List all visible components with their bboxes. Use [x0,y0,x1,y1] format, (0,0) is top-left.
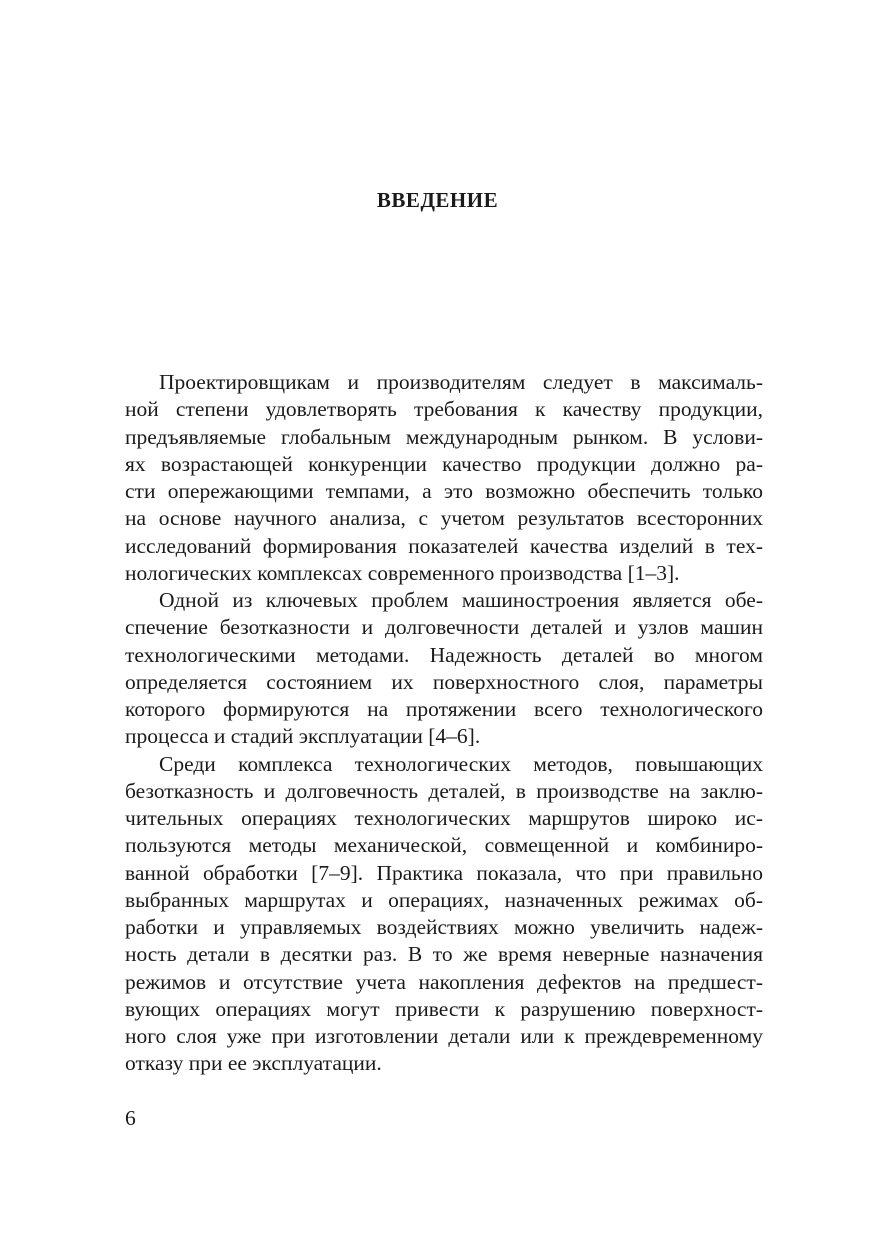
text-line: исследований формирования показателей качества изделий в тех- [125,533,763,558]
body-text [125,369,763,1078]
text-line: пользуются методы механической, совмещенной и комбиниро- [125,833,763,858]
text-line: ной степени удовлетворять требования к качеству продукции, [125,397,763,422]
text-line: чительных операциях технологических маршрутов широко ис- [125,806,763,830]
text-line: Среди комплекса технологических методов, повышающих [159,751,763,776]
text-line: определяется состоянием их поверхностного слоя, параметры [125,669,763,694]
text-line: вующих операциях могут привести к разрушению поверхност- [125,996,763,1021]
text-line: на основе научного анализа, с учетом результатов всесторонних [125,506,763,531]
text-line: процесса и стадий эксплуатации [4–6]. [125,724,481,749]
text-line: ях возрастающей конкуренции качество продукции должно ра- [125,451,763,476]
text-line: сти опережающими темпами, а это возможно обеспечить только [125,479,763,503]
text-line: нологических комплексах современного производства [1–3]. [125,560,680,585]
text-line: Проектировщикам и производителям следует в максималь- [159,370,763,394]
page-number: 6 [125,1106,136,1130]
paragraph-2 [125,587,763,751]
text-line: ванной обработки [7–9]. Практика показала, что при правильно [125,860,763,885]
paragraph-3 [125,751,763,1078]
text-line: которого формируются на протяжении всего технологического [125,697,763,721]
chapter-heading: ВВЕДЕНИЕ [376,188,499,212]
text-line: Одной из ключевых проблем машиностроения является обе- [159,588,763,612]
text-line: безотказность и долговечность деталей, в производстве на заклю- [125,778,763,803]
paragraph-1 [125,369,763,587]
text-line: спечение безотказности и долговечности деталей и узлов машин [125,615,763,640]
text-line: технологическими методами. Надежность деталей во многом [125,642,763,667]
text-line: отказу при ее эксплуатации. [125,1051,382,1076]
text-line: выбранных маршрутах и операциях, назначенных режимах об- [125,887,763,912]
text-line: ность детали в десятки раз. В то же время неверные назначения [125,942,763,967]
text-line: режимов и отсутствие учета накопления дефектов на предшест- [125,969,763,994]
text-line: предъявляемые глобальным международным рынком. В услови- [125,424,763,449]
text-line: ного слоя уже при изготовлении детали или к преждевременному [125,1024,763,1048]
text-line: работки и управляемых воздействиях можно увеличить надеж- [125,915,763,939]
